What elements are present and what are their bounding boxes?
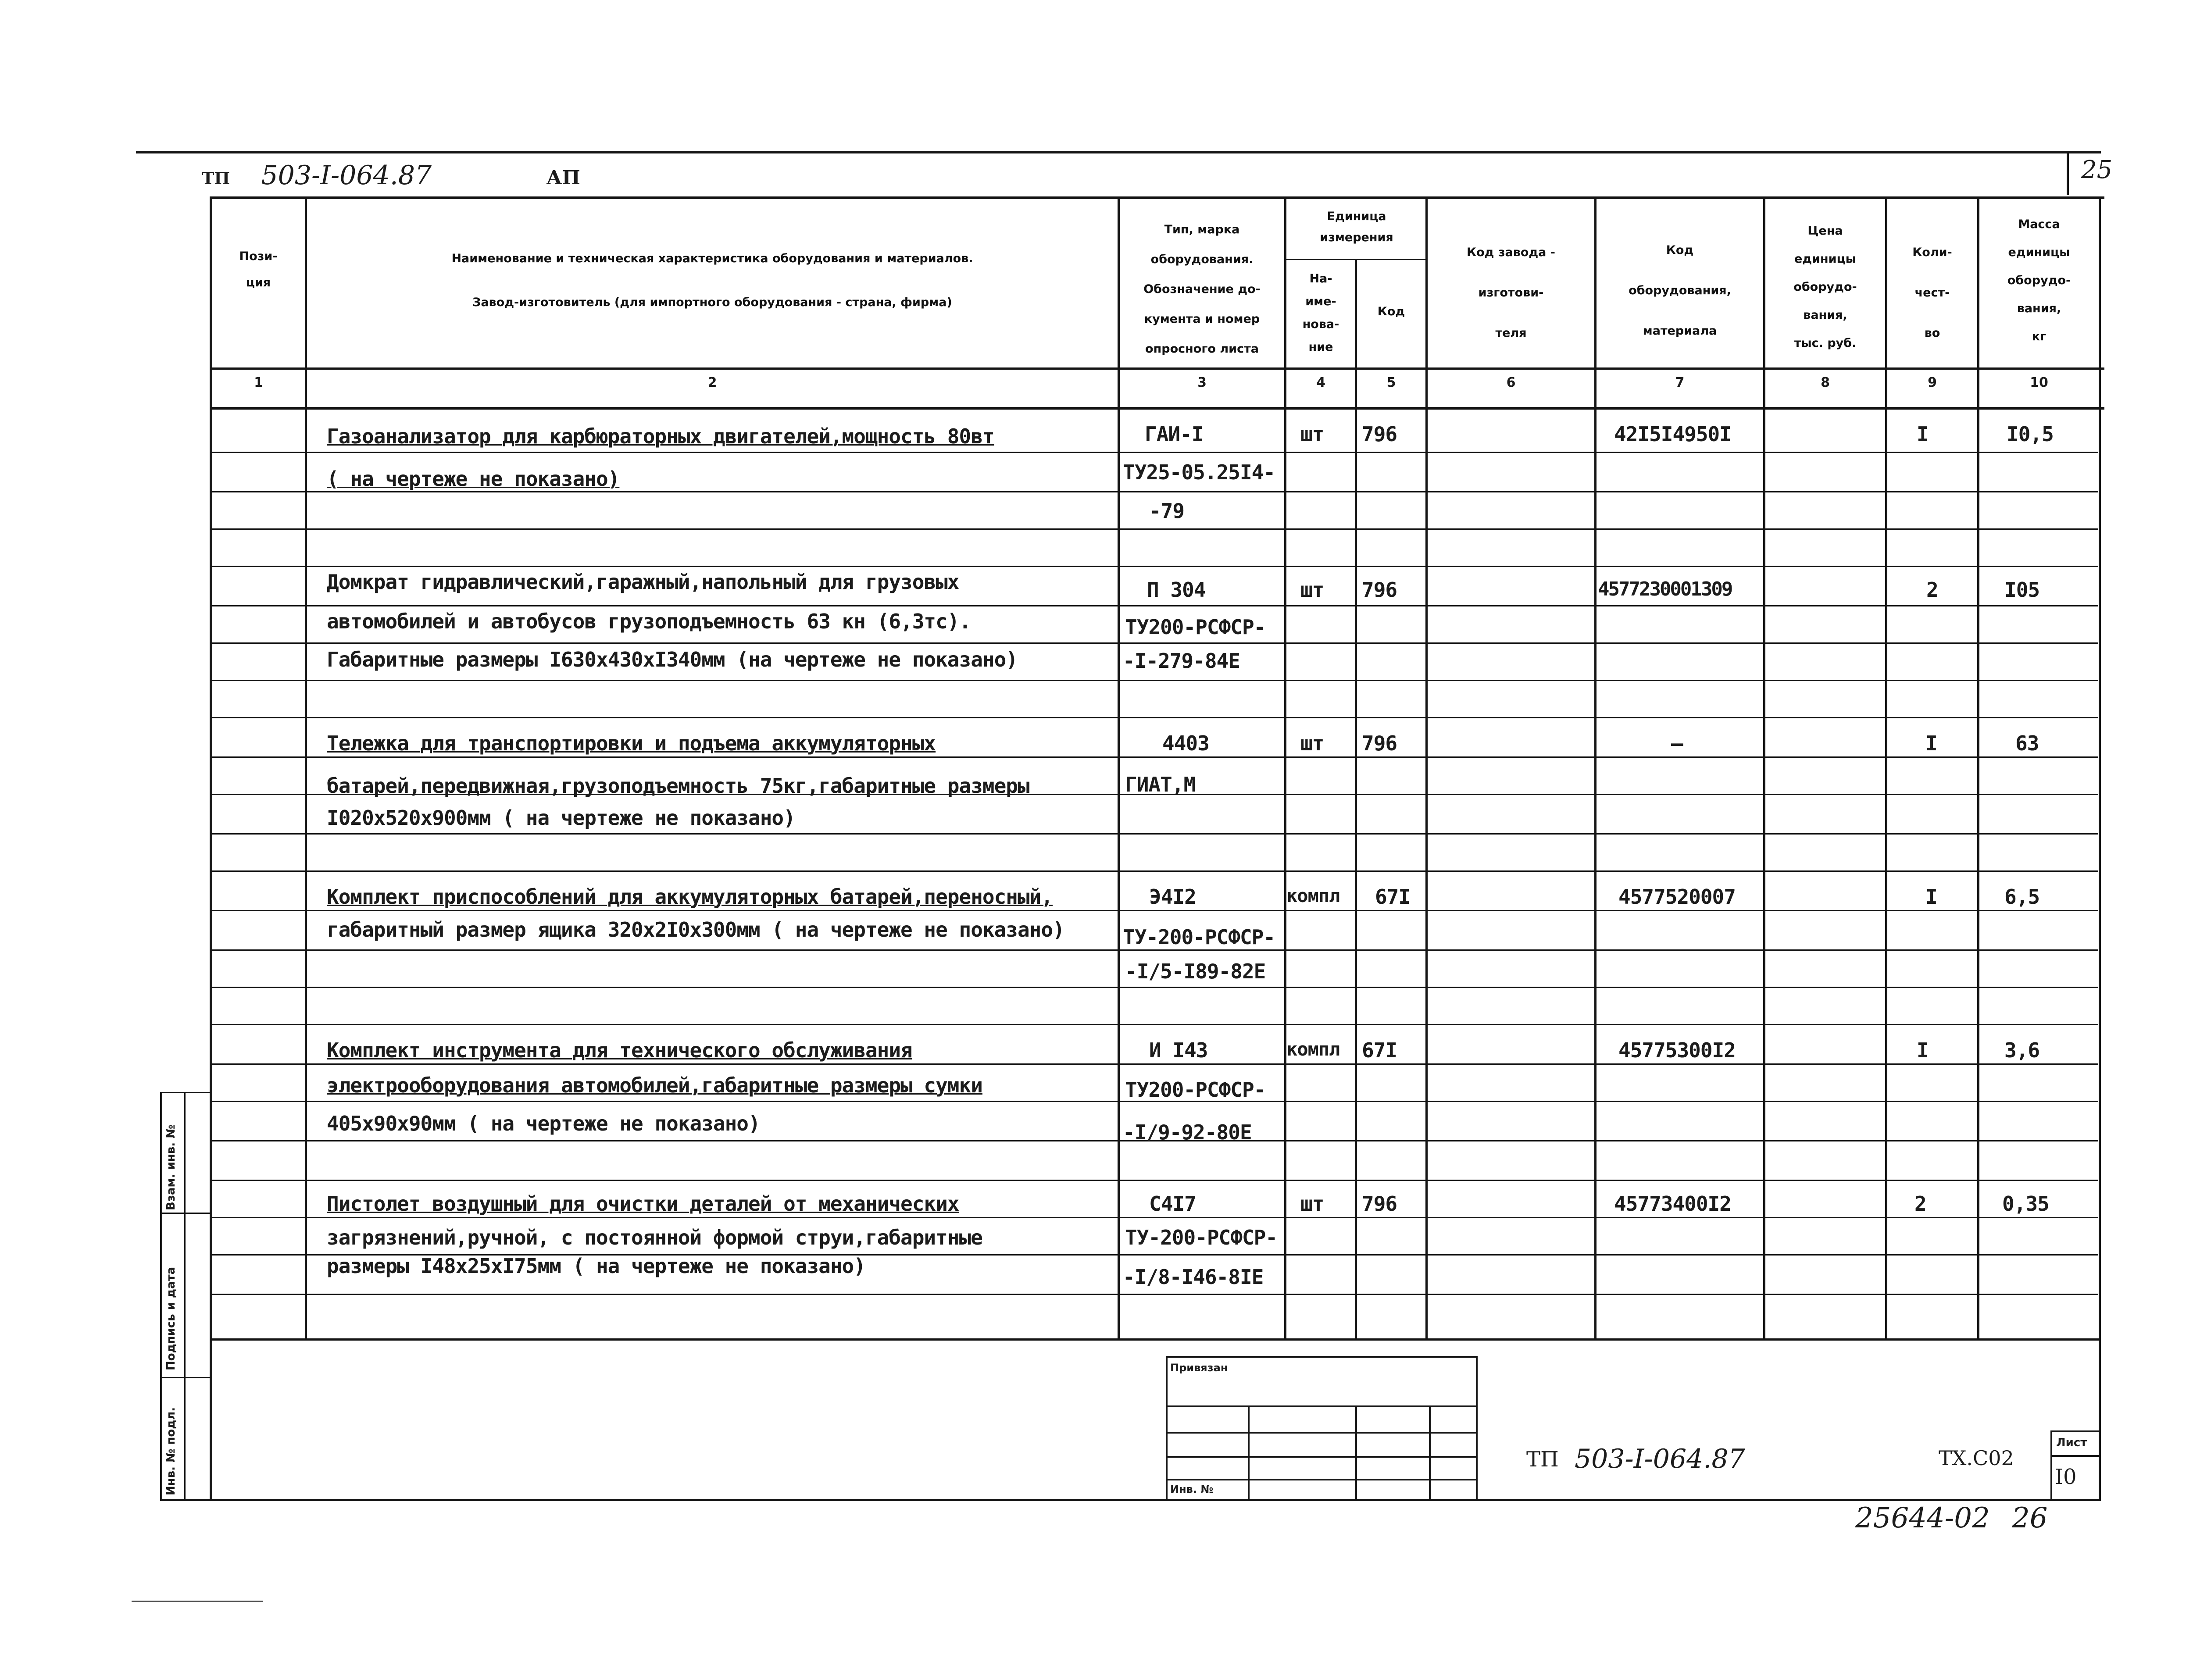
title-sheet-code: ТХ.С02 <box>1939 1446 2014 1470</box>
side-label-replacement: Взам. инв. № <box>164 1124 178 1210</box>
item-qty: I <box>1925 731 1937 755</box>
item-code: 4577520007 <box>1618 885 1736 909</box>
col-num-9: 9 <box>1928 375 1937 390</box>
item-name-line: Домкрат гидравлический,гаражный,напольный для грузовых <box>327 570 959 594</box>
doc-header <box>202 160 580 191</box>
item-unit-code: 796 <box>1362 731 1397 755</box>
item-unit: компл <box>1286 1038 1340 1060</box>
col-header-name: Наименование и техническая характеристика оборудования и материалов. Завод-изготовитель (для импортного оборудования - страна, фирма) <box>451 252 973 309</box>
item-name-line: Тележка для транспортировки и подъема аккумуляторных <box>327 731 936 755</box>
item-qty: I <box>1917 1038 1929 1062</box>
item-unit-code: 796 <box>1362 1192 1397 1216</box>
title-sheet-label: Лист <box>2056 1436 2087 1449</box>
item-name-line: батарей,передвижная,грузоподъемность 75кг,габаритные размеры <box>327 774 1029 798</box>
item-unit-code: 796 <box>1362 578 1397 602</box>
right-border-line <box>2067 151 2069 195</box>
item-type: ТУ-200-РСФСР- <box>1123 925 1275 949</box>
stamp-attached-label: Привязан <box>1170 1362 1228 1374</box>
item-type: -79 <box>1149 499 1185 523</box>
side-label-inventory: Инв. № подл. <box>164 1407 178 1495</box>
item-type: Э4I2 <box>1149 885 1196 909</box>
doc-prefix: ТП <box>202 168 230 188</box>
item-name-line: Газоанализатор для карбюраторных двигателей,мощность 80вт <box>327 424 994 448</box>
title-sheet-number: I0 <box>2055 1465 2077 1489</box>
item-name-line: 405х90х90мм ( на чертеже не показано) <box>327 1112 760 1135</box>
col-header-price: Цена единицы оборудо- вания, тыс. руб. <box>1793 224 1857 350</box>
col-header-position: Пози- ция <box>239 250 278 289</box>
item-type: С4I7 <box>1149 1192 1196 1216</box>
item-name-line: Пистолет воздушный для очистки деталей от механических <box>327 1192 959 1216</box>
item-type: ТУ-200-РСФСР- <box>1125 1226 1278 1249</box>
col-num-2: 2 <box>707 375 717 390</box>
item-code: 45773400I2 <box>1614 1192 1731 1216</box>
col-num-1: 1 <box>254 375 263 390</box>
stray-line <box>132 1601 263 1602</box>
col-num-4: 4 <box>1316 375 1325 390</box>
col-header-unit-code: Код <box>1377 305 1405 318</box>
item-name-line: габаритный размер ящика 320х2I0х300мм ( на чертеже не показано) <box>327 918 1064 942</box>
archive-number: 25644-02 26 <box>1855 1502 2048 1534</box>
item-name-line: I020х520х900мм ( на чертеже не показано) <box>327 806 795 830</box>
item-qty: 2 <box>1914 1192 1926 1216</box>
col-num-5: 5 <box>1386 375 1396 390</box>
item-name-line: Комплект приспособлений для аккумуляторных батарей,переносный, <box>327 885 1053 909</box>
col-header-qty: Коли- чест- во <box>1912 246 1952 340</box>
item-type: ТУ25-05.25I4- <box>1123 460 1275 484</box>
col-num-3: 3 <box>1197 375 1207 390</box>
title-doc-number: 503-I-064.87 <box>1575 1444 1745 1474</box>
item-unit: компл <box>1286 885 1340 906</box>
item-unit: шт <box>1300 731 1324 755</box>
item-type: ТУ200-РСФСР- <box>1125 615 1266 639</box>
item-code: 42I5I4950I <box>1614 422 1731 446</box>
item-name-line: Комплект инструмента для технического обслуживания <box>327 1038 912 1062</box>
col-header-maker-code: Код завода - изготови- теля <box>1467 246 1555 340</box>
item-code: 4577230001309 <box>1598 578 1732 600</box>
doc-number: 503-I-064.87 <box>261 160 432 191</box>
side-label-signature: Подпись и дата <box>164 1266 178 1370</box>
item-mass: I0,5 <box>2007 422 2054 446</box>
item-unit: шт <box>1300 578 1324 602</box>
item-type: ТУ200-РСФСР- <box>1125 1078 1266 1102</box>
item-mass: 0,35 <box>2002 1192 2049 1216</box>
item-unit: шт <box>1300 422 1324 446</box>
item-mass: 3,6 <box>2004 1038 2040 1062</box>
col-num-8: 8 <box>1821 375 1830 390</box>
page-number: 25 <box>2081 156 2113 184</box>
item-name-line: загрязнений,ручной, с постоянной формой струи,габаритные <box>327 1226 982 1249</box>
item-type: ГИАТ,М <box>1125 773 1196 796</box>
item-type: -I-279-84Е <box>1123 649 1240 673</box>
doc-section: АП <box>546 167 580 189</box>
item-unit-code: 67I <box>1375 885 1411 909</box>
col-header-type: Тип, марка оборудования. Обозначение до- кумента и номер опросного листа <box>1143 223 1261 356</box>
item-name-line: электрооборудования автомобилей,габаритные размеры сумки <box>327 1074 982 1097</box>
item-mass: I05 <box>2004 578 2040 602</box>
item-code: 45775300I2 <box>1618 1038 1736 1062</box>
item-qty: I <box>1925 885 1937 909</box>
item-unit-code: 67I <box>1362 1038 1397 1062</box>
title-doc-prefix: ТП <box>1526 1447 1559 1472</box>
item-mass: 6,5 <box>2004 885 2040 909</box>
item-type: ГАИ-I <box>1145 422 1204 446</box>
item-name-line: ( на чертеже не показано) <box>327 467 620 491</box>
item-qty: 2 <box>1926 578 1938 602</box>
top-border-line <box>136 151 2101 153</box>
col-header-mass: Масса единицы оборудо- вания, кг <box>2007 218 2071 343</box>
col-header-equip-code: Код оборудования, материала <box>1629 243 1731 338</box>
item-name-line: Габаритные размеры I630х430хI340мм (на чертеже не показано) <box>327 648 1018 671</box>
col-num-7: 7 <box>1675 375 1685 390</box>
item-code: – <box>1671 731 1683 755</box>
item-unit-code: 796 <box>1362 422 1397 446</box>
item-name-line: размеры I48х25хI75мм ( на чертеже не показано) <box>327 1254 865 1278</box>
col-header-unit-group: Единица измерения <box>1320 210 1393 244</box>
item-type: И I43 <box>1149 1038 1208 1062</box>
item-unit: шт <box>1300 1192 1324 1216</box>
col-num-10: 10 <box>2030 375 2048 390</box>
item-type: 4403 <box>1162 731 1209 755</box>
item-mass: 63 <box>2015 731 2039 755</box>
item-type: -I/9-92-80Е <box>1123 1120 1252 1144</box>
item-name-line: автомобилей и автобусов грузоподъемность 63 кн (6,3тс). <box>327 610 971 633</box>
stamp-inv-label: Инв. № <box>1170 1483 1214 1495</box>
col-header-unit-name: На- име- нова- ние <box>1302 272 1339 354</box>
item-type: -I/5-I89-82Е <box>1125 959 1266 983</box>
item-qty: I <box>1917 422 1929 446</box>
item-type: П 304 <box>1147 578 1206 602</box>
item-type: -I/8-I46-8IЕ <box>1123 1265 1264 1289</box>
col-num-6: 6 <box>1506 375 1516 390</box>
